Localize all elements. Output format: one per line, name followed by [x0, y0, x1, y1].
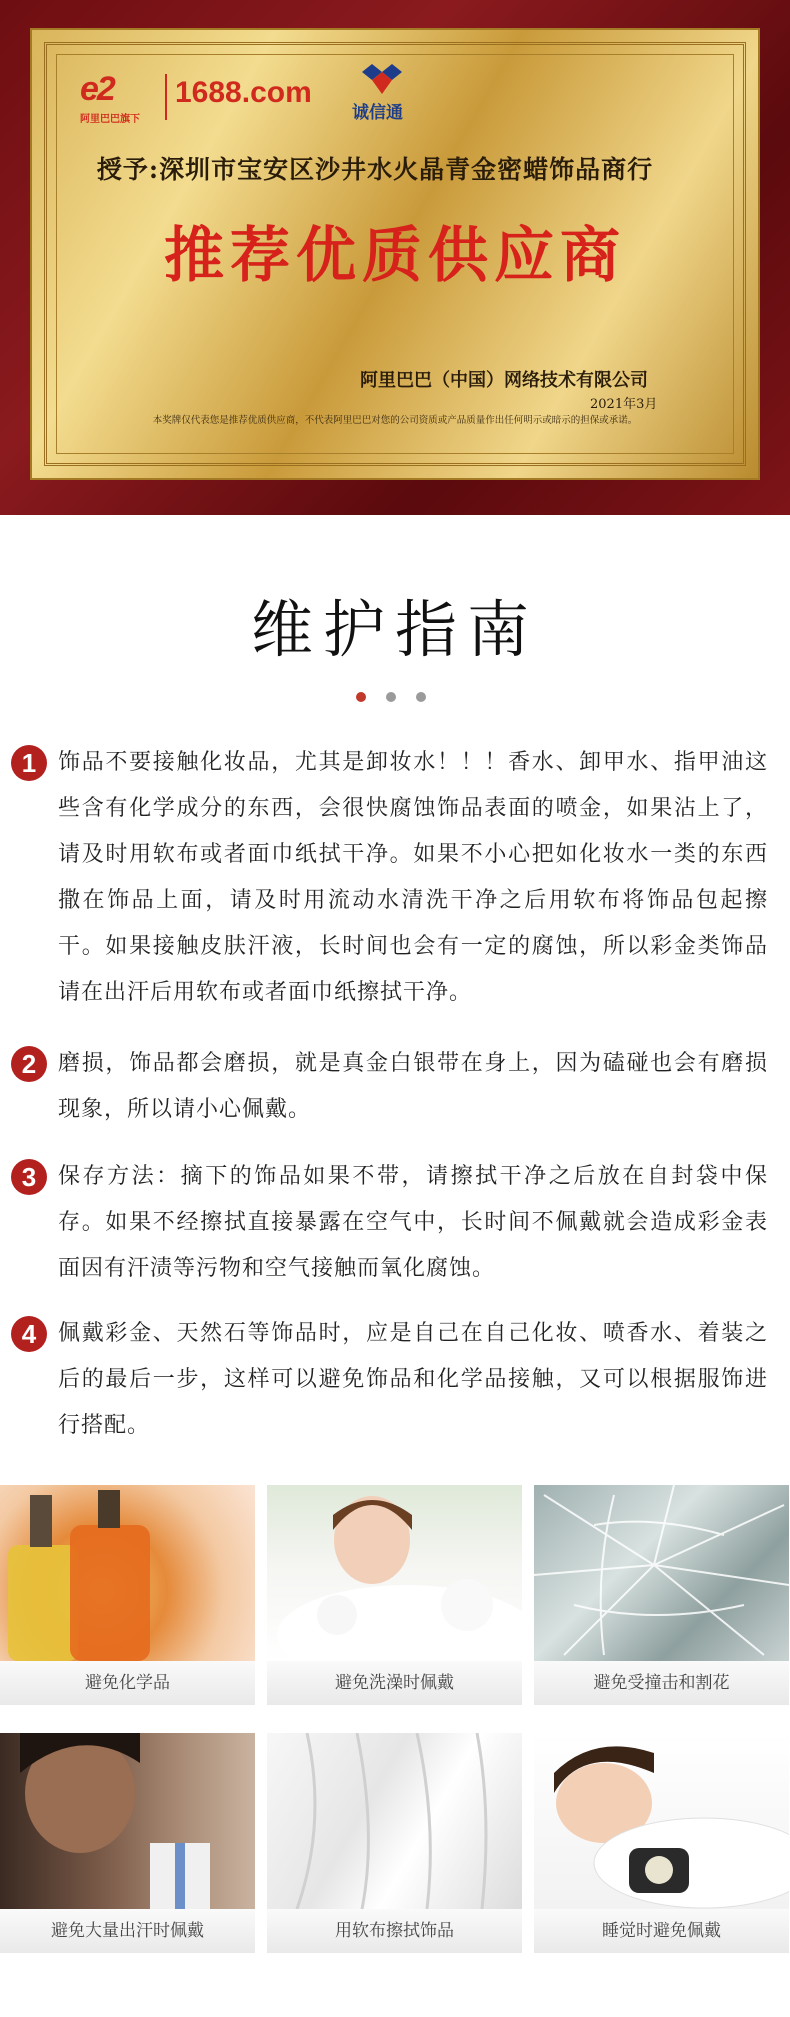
alibaba-e2-mark: e2 — [80, 70, 114, 108]
guide-item-text: 佩戴彩金、天然石等饰品时，应是自己在自己化妆、喷香水、着装之后的最后一步，这样可以避免饰品和化学品接触，又可以根据服饰进行搭配。 — [58, 1321, 768, 1438]
sleeping-woman-photo — [534, 1733, 789, 1909]
number-badge: 2 — [11, 1046, 47, 1082]
carousel-dots — [356, 692, 436, 704]
bottles-icon — [0, 1485, 255, 1661]
photo-card — [534, 1485, 789, 1705]
dot-indicator[interactable] — [416, 692, 426, 702]
photo-caption: 用软布擦拭饰品 — [267, 1909, 522, 1953]
alibaba-logo — [80, 70, 140, 125]
photo-caption: 避免受撞击和割花 — [534, 1661, 789, 1705]
dot-indicator-active[interactable] — [356, 692, 366, 702]
issuer-company: 阿里巴巴（中国）网络技术有限公司 — [360, 370, 648, 391]
bathing-woman-photo — [267, 1485, 522, 1661]
issue-date: 2021年3月 — [590, 397, 658, 412]
photo-card — [267, 1733, 522, 1953]
number-badge: 4 — [11, 1316, 47, 1352]
logo-divider — [165, 74, 167, 120]
photo-caption: 睡觉时避免佩戴 — [534, 1909, 789, 1953]
photo-caption: 避免洗澡时佩戴 — [267, 1661, 522, 1705]
award-title: 推荐优质供应商 — [164, 221, 626, 291]
sweating-woman-photo — [0, 1733, 255, 1909]
soft-towel-photo — [267, 1733, 522, 1909]
sleep-icon — [534, 1733, 789, 1909]
number-badge: 3 — [11, 1159, 47, 1195]
chengxintong-label: 诚信通 — [352, 103, 403, 123]
perfume-bottles-photo — [0, 1485, 255, 1661]
dot-indicator[interactable] — [386, 692, 396, 702]
photo-card — [0, 1485, 255, 1705]
glass-cracks-icon — [534, 1485, 789, 1661]
guide-item-text: 保存方法：摘下的饰品如果不带，请擦拭干净之后放在自封袋中保存。如果不经擦拭直接暴露在空气中，长时间不佩戴就会造成彩金表面因有汗渍等污物和空气接触而氧化腐蚀。 — [58, 1164, 768, 1281]
photo-card — [0, 1733, 255, 1953]
plaque-disclaimer: 本奖牌仅代表您是推荐优质供应商，不代表阿里巴巴对您的公司资质或产品质量作出任何明示或暗示的担保或承诺。 — [152, 415, 638, 426]
alibaba-subtitle: 阿里巴巴旗下 — [80, 114, 140, 125]
chengxintong-icon — [360, 62, 404, 96]
shattered-glass-photo — [534, 1485, 789, 1661]
number-badge: 1 — [11, 745, 47, 781]
towel-icon — [267, 1733, 522, 1909]
photo-card — [267, 1485, 522, 1705]
guide-item-text: 磨损，饰品都会磨损，就是真金白银带在身上，因为磕碰也会有磨损现象，所以请小心佩戴。 — [58, 1051, 768, 1122]
photo-card — [534, 1733, 789, 1953]
grant-recipient: 授予:深圳市宝安区沙井水火晶青金密蜡饰品商行 — [96, 155, 654, 184]
site-logo: 1688.com — [175, 76, 312, 109]
bath-icon — [267, 1485, 522, 1661]
certificate-plaque — [0, 0, 790, 515]
sweat-icon — [0, 1733, 255, 1909]
photo-caption: 避免化学品 — [0, 1661, 255, 1705]
guide-item-text: 饰品不要接触化妆品，尤其是卸妆水！！！香水、卸甲水、指甲油这些含有化学成分的东西，会很快腐蚀饰品表面的喷金，如果沾上了，请及时用软布或者面巾纸拭干净。如果不小心把如化妆水一类的东西撒在饰品上面，请及时用流动水清洗干净之后用软布将饰品包起擦干。如果接触皮肤汗液，长时间也会有一定的腐蚀，所以彩金类饰品请在出汗后用软布或者面巾纸擦拭干净。 — [58, 750, 768, 1005]
guide-title: 维护指南 — [250, 593, 539, 666]
photo-caption: 避免大量出汗时佩戴 — [0, 1909, 255, 1953]
